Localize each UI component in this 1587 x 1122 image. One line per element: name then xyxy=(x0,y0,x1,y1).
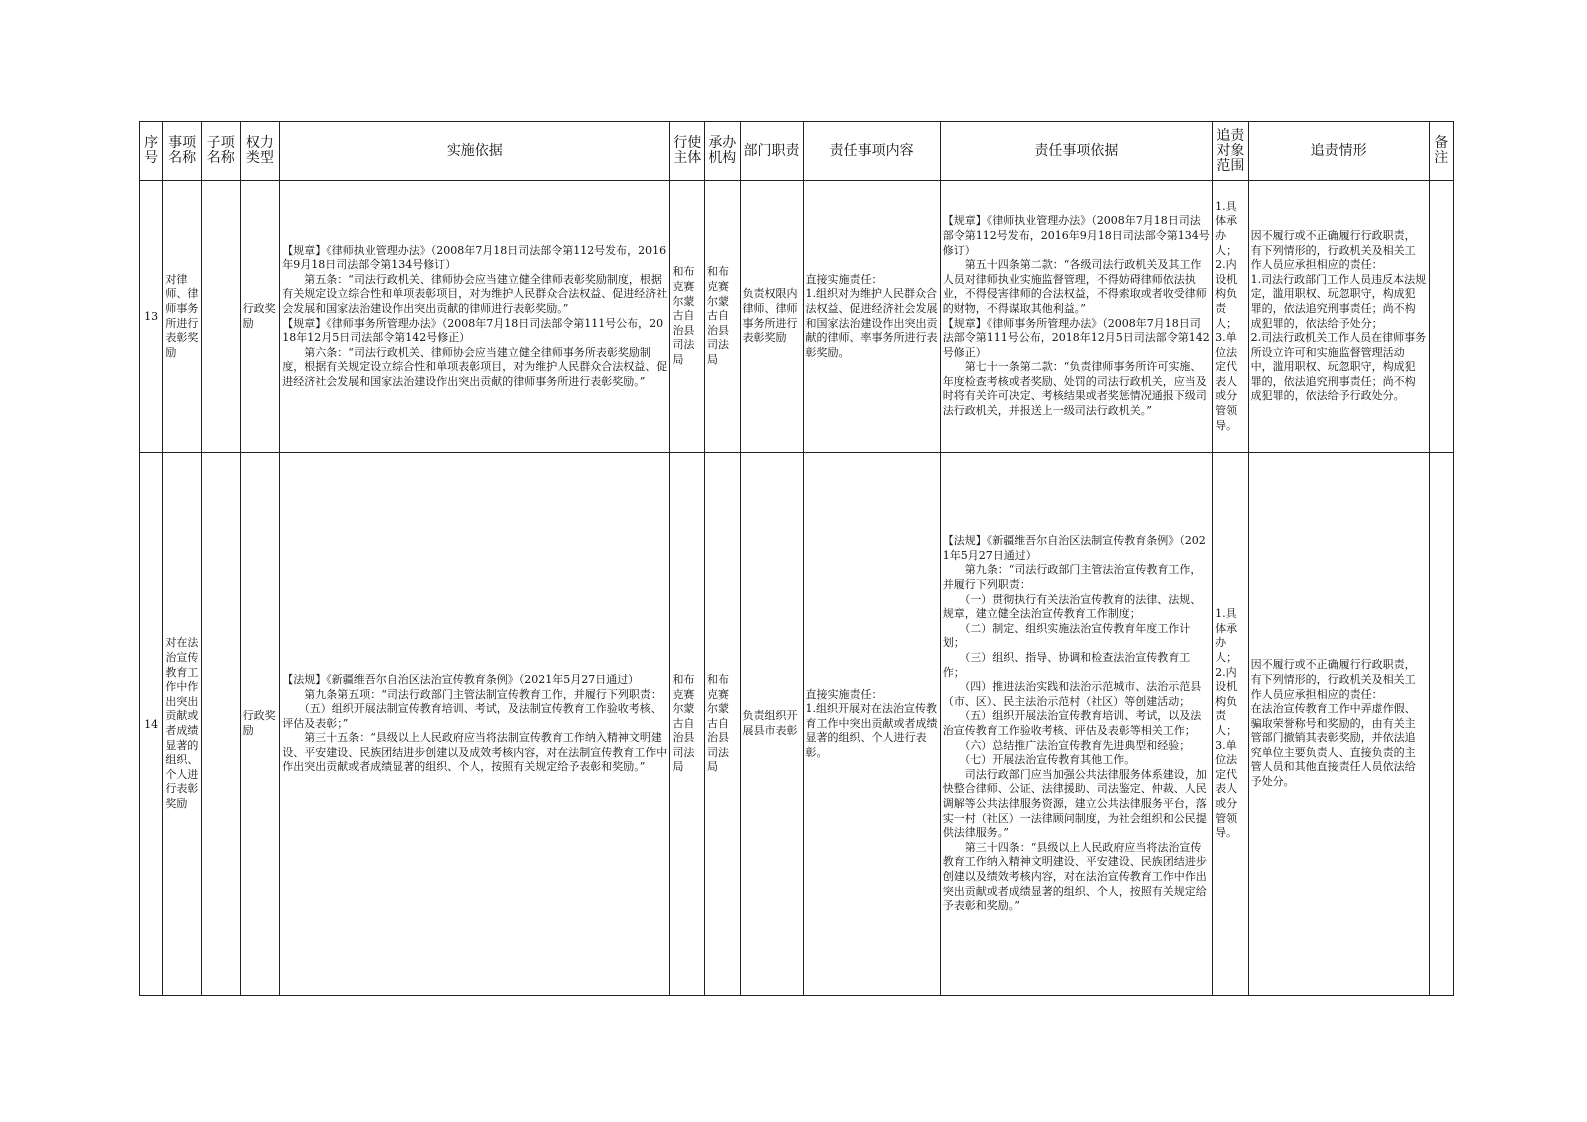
accountable-scope: 1.具体承办人； 2.内设机构负责人； 3.单位法定代表人或分管领导。 xyxy=(1213,453,1249,996)
header-situations: 追责情形 xyxy=(1248,122,1429,181)
header-accountable: 追责对象范围 xyxy=(1213,122,1249,181)
handling-agency: 和布克赛尔蒙古自治县司法局 xyxy=(704,181,740,453)
item-name: 对在法治宣传教育工作中作出突出贡献或者成绩显著的组织、个人进行表彰奖励 xyxy=(163,453,202,996)
executing-subject: 和布克赛尔蒙古自治县司法局 xyxy=(670,181,705,453)
department-duty: 负责组织开展县市表彰 xyxy=(740,453,803,996)
header-item-name: 事项名称 xyxy=(163,122,202,181)
header-basis: 实施依据 xyxy=(280,122,670,181)
executing-subject: 和布克赛尔蒙古自治县司法局 xyxy=(670,453,705,996)
responsibility-basis: 【法规】《新疆维吾尔自治区法制宣传教育条例》（2021年5月27日通过） 第九条：“司法行政部门主管法治宣传教育工作，并履行下列职责： （一）贯彻执行有关法治宣传教育的法律、法规、规章，建立健全法治宣传教育工作制度； （二）制定、组织实施法治宣传教育年度工作计划； （三）组织、指导、协调和检查法治宣传教育工作； （四）推进法治实践和法治示范城市、法治示范县（市、区）、民主法治示范村（社区）等创建活动； （五）组织开展法治宣传教育培训、考试，以及法治宣传教育工作验收考核、评估及表彰等相关工作； （六）总结推广法治宣传教育先进典型和经验； （七）开展法治宣传教育其他工作。 司法行政部门应当加强公共法律服务体系建设，加快整合律师、公证、法律援助、司法鉴定、仲裁、人民调解等公共法律服务资源，建立公共法律服务平台，落实一村（社区）一法律顾问制度，为社会组织和公民提供法律服务。” 第三十四条：“县级以上人民政府应当将法治宣传教育工作纳入精神文明建设、平安建设、民族团结进步创建以及绩效考核内容，对在法治宣传教育工作中作出突出贡献或者成绩显著的组织、个人，按照有关规定给予表彰和奖励。” xyxy=(940,453,1212,996)
implementation-basis: 【法规】《新疆维吾尔自治区法治宣传教育条例》（2021年5月27日通过） 第九条第五项：“司法行政部门主管法制宣传教育工作，并履行下列职责： （五）组织开展法制宣传教育培训、考试，及法制宣传教育工作验收考核、评估及表彰；” 第三十五条：“县级以上人民政府应当将法制宣传教育工作纳入精神文明建设、平安建设、民族团结进步创建以及成效考核内容，对在法制宣传教育工作中作出突出贡献或者成绩显著的组织、个人，按照有关规定给予表彰和奖励。” xyxy=(280,453,670,996)
power-type: 行政奖励 xyxy=(240,181,280,453)
table-row xyxy=(140,453,1454,996)
implementation-basis: 【规章】《律师执业管理办法》（2008年7月18日司法部令第112号发布，2016年9月18日司法部令第134号修订） 第五条：“司法行政机关、律师协会应当建立健全律师表彰奖励制度，根据有关规定设立综合性和单项表彰项目，对为维护人民群众合法权益、促进经济社会发展和国家法治建设作出突出贡献的律师进行表彰奖励。” 【规章】《律师事务所管理办法》（2008年7月18日司法部令第111号公布，2018年12月5日司法部令第142号修正） 第六条：“司法行政机关、律师协会应当建立健全律师事务所表彰奖励制度，根据有关规定设立综合性和单项表彰项目，对为维护人民群众合法权益、促进经济社会发展和国家法治建设作出突出贡献的律师事务所进行表彰奖励。” xyxy=(280,181,670,453)
power-type: 行政奖励 xyxy=(240,453,280,996)
row-number: 13 xyxy=(140,181,163,453)
header-duty: 部门职责 xyxy=(740,122,803,181)
sub-item-name xyxy=(201,453,240,996)
remark xyxy=(1429,453,1453,996)
sub-item-name xyxy=(201,181,240,453)
header-sub-item: 子项名称 xyxy=(201,122,240,181)
table-row xyxy=(140,181,1454,453)
remark xyxy=(1429,181,1453,453)
row-number: 14 xyxy=(140,453,163,996)
header-power-type: 权力类型 xyxy=(240,122,280,181)
responsibility-table xyxy=(139,121,1454,996)
accountability-situations: 因不履行或不正确履行行政职责，有下列情形的，行政机关及相关工作人员应承担相应的责任： 在法治宣传教育工作中弄虚作假、骗取荣誉称号和奖励的，由有关主管部门撤销其表彰奖励，并依法追究单位主要负责人、直接负责的主管人员和其他直接责任人员依法给予处分。 xyxy=(1248,453,1429,996)
header-remark: 备注 xyxy=(1429,122,1453,181)
accountable-scope: 1.具体承办人； 2.内设机构负责人； 3.单位法定代表人或分管领导。 xyxy=(1213,181,1249,453)
header-resp-content: 责任事项内容 xyxy=(803,122,940,181)
responsibility-content: 直接实施责任： 1.组织对为维护人民群众合法权益、促进经济社会发展和国家法治建设作出突出贡献的律师、率事务所进行表彰奖励。 xyxy=(803,181,940,453)
header-resp-basis: 责任事项依据 xyxy=(940,122,1212,181)
accountability-situations: 因不履行或不正确履行行政职责，有下列情形的，行政机关及相关工作人员应承担相应的责任： 1.司法行政部门工作人员违反本法规定，滥用职权、玩忽职守，构成犯罪的，依法追究刑事责任；尚不构成犯罪的，依法给予处分； 2.司法行政机关工作人员在律师事务所设立许可和实施监督管理活动中，滥用职权、玩忽职守，构成犯罪的，依法追究刑事责任；尚不构成犯罪的，依法给予行政处分。 xyxy=(1248,181,1429,453)
responsibility-content: 直接实施责任： 1.组织开展对在法治宣传教育工作中突出贡献或者成绩显著的组织、个人进行表彰。 xyxy=(803,453,940,996)
handling-agency: 和布克赛尔蒙古自治县司法局 xyxy=(704,453,740,996)
table-header-row xyxy=(140,122,1454,181)
department-duty: 负责权限内律师、律师事务所进行表彰奖励 xyxy=(740,181,803,453)
header-agency: 承办机构 xyxy=(704,122,740,181)
header-subject: 行使主体 xyxy=(670,122,705,181)
header-no: 序号 xyxy=(140,122,163,181)
item-name: 对律师、律师事务所进行表彰奖励 xyxy=(163,181,202,453)
responsibility-basis: 【规章】《律师执业管理办法》（2008年7月18日司法部令第112号发布，2016年9月18日司法部令第134号修订） 第五十四条第二款：“各级司法行政机关及其工作人员对律师执业实施监督管理，不得妨碍律师依法执业，不得侵害律师的合法权益，不得索取或者收受律师的财物，不得谋取其他利益。” 【规章】《律师事务所管理办法》（2008年7月18日司法部令第111号公布，2018年12月5日司法部令第142号修正） 第七十一条第二款：“负责律师事务所许可实施、年度检查考核或者奖励、处罚的司法行政机关，应当及时将有关许可决定、考核结果或者奖惩情况通报下级司法行政机关，并报送上一级司法行政机关。” xyxy=(940,181,1212,453)
